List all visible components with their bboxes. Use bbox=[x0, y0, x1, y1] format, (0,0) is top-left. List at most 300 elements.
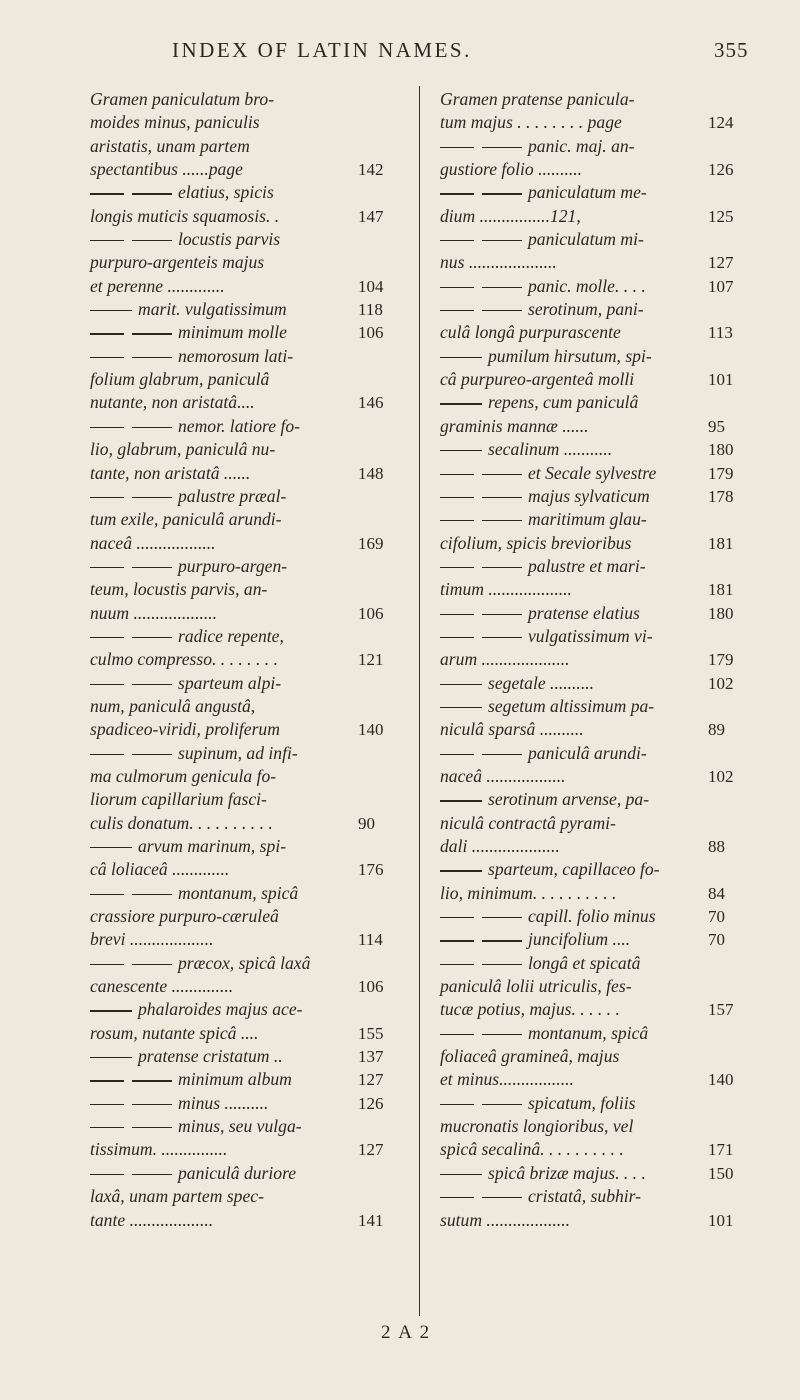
entry-page-number: 142 bbox=[358, 160, 384, 180]
entry-text: longis muticis squamosis. . bbox=[90, 205, 280, 226]
ditto-dash bbox=[440, 614, 474, 615]
index-entry bbox=[90, 368, 410, 391]
entry-page-number: 180 bbox=[708, 440, 734, 460]
index-entry bbox=[90, 1209, 410, 1232]
entry-page-number: 70 bbox=[708, 907, 725, 927]
ditto-dash bbox=[90, 1057, 132, 1058]
entry-page-number: 140 bbox=[358, 720, 384, 740]
entry-text: foliaceâ gramineâ, majus bbox=[440, 1046, 620, 1067]
entry-text: spicâ secalinâ. . . . . . . . . . bbox=[440, 1139, 624, 1160]
index-entry bbox=[90, 508, 410, 531]
ditto-dash bbox=[482, 1197, 522, 1198]
index-entry bbox=[90, 135, 410, 158]
ditto-dash bbox=[482, 567, 522, 568]
entry-text: purpuro-argen- bbox=[178, 555, 288, 576]
index-entry bbox=[90, 415, 410, 438]
index-entry bbox=[90, 1185, 410, 1208]
ditto-dash bbox=[440, 754, 474, 755]
ditto-dash bbox=[482, 964, 522, 965]
ditto-dash bbox=[482, 917, 522, 918]
ditto-dash bbox=[482, 614, 522, 615]
entry-text: lio, minimum. . . . . . . . . . bbox=[440, 882, 617, 903]
index-entry bbox=[90, 765, 410, 788]
entry-page-number: 104 bbox=[358, 276, 384, 296]
entry-text: gustiore folio .......... bbox=[440, 159, 583, 180]
index-entry bbox=[90, 928, 410, 951]
entry-text: spectantibus ......page bbox=[90, 159, 243, 180]
index-entry bbox=[90, 998, 410, 1021]
index-entry bbox=[90, 275, 410, 298]
index-entry bbox=[90, 321, 410, 344]
entry-page-number: 95 bbox=[708, 416, 725, 436]
ditto-dash bbox=[440, 870, 482, 871]
entry-text: elatius, spicis bbox=[178, 182, 274, 203]
entry-text: segetum altissimum pa- bbox=[488, 695, 655, 716]
ditto-dash bbox=[90, 964, 124, 965]
index-entry bbox=[440, 181, 758, 204]
ditto-dash bbox=[440, 193, 474, 194]
entry-text: rosum, nutante spicâ .... bbox=[90, 1022, 259, 1043]
ditto-dash bbox=[132, 684, 172, 685]
running-title: INDEX OF LATIN NAMES. bbox=[172, 38, 472, 62]
entry-text: palustre præal- bbox=[178, 485, 287, 506]
ditto-dash bbox=[440, 1197, 474, 1198]
ditto-dash bbox=[90, 310, 132, 311]
ditto-dash bbox=[90, 1127, 124, 1128]
entry-text: tucæ potius, majus. . . . . . bbox=[440, 999, 620, 1020]
ditto-dash bbox=[440, 403, 482, 404]
index-entry bbox=[440, 508, 758, 531]
ditto-dash bbox=[90, 497, 124, 498]
entry-text: tum exile, paniculâ arundi- bbox=[90, 509, 282, 530]
ditto-dash bbox=[132, 240, 172, 241]
index-entry bbox=[440, 835, 758, 858]
index-entry bbox=[440, 135, 758, 158]
index-entry bbox=[90, 625, 410, 648]
right-column bbox=[440, 88, 758, 1232]
index-entry bbox=[440, 275, 758, 298]
entry-page-number: 107 bbox=[708, 276, 734, 296]
index-entry bbox=[440, 648, 758, 671]
entry-text: vulgatissimum vi- bbox=[528, 625, 653, 646]
entry-text: brevi ................... bbox=[90, 929, 214, 950]
index-entry bbox=[90, 1115, 410, 1138]
entry-text: nemorosum lati- bbox=[178, 345, 294, 366]
index-entry bbox=[90, 251, 410, 274]
entry-page-number: 89 bbox=[708, 720, 725, 740]
index-entry bbox=[440, 905, 758, 928]
ditto-dash bbox=[90, 240, 124, 241]
index-entry bbox=[440, 485, 758, 508]
entry-page-number: 125 bbox=[708, 206, 734, 226]
entry-page-number: 181 bbox=[708, 533, 734, 553]
entry-text: nemor. latiore fo- bbox=[178, 415, 301, 436]
entry-text: tum majus . . . . . . . . page bbox=[440, 112, 622, 133]
entry-page-number: 84 bbox=[708, 883, 725, 903]
entry-text: moides minus, paniculis bbox=[90, 112, 260, 133]
ditto-dash bbox=[440, 637, 474, 638]
ditto-dash bbox=[440, 240, 474, 241]
index-entry bbox=[440, 228, 758, 251]
index-entry bbox=[440, 321, 758, 344]
index-entry bbox=[440, 1092, 758, 1115]
ditto-dash bbox=[440, 917, 474, 918]
ditto-dash bbox=[132, 1127, 172, 1128]
entry-text: et minus................. bbox=[440, 1069, 574, 1090]
index-entry bbox=[440, 975, 758, 998]
index-entry bbox=[90, 578, 410, 601]
entry-text: spadiceo-viridi, proliferum bbox=[90, 719, 280, 740]
ditto-dash bbox=[90, 1104, 124, 1105]
ditto-dash bbox=[482, 1104, 522, 1105]
entry-text: pratense elatius bbox=[528, 602, 640, 623]
entry-page-number: 88 bbox=[708, 837, 725, 856]
entry-text: et perenne ............. bbox=[90, 275, 225, 296]
ditto-dash bbox=[482, 287, 522, 288]
index-entry bbox=[90, 1068, 410, 1091]
ditto-dash bbox=[132, 964, 172, 965]
index-entry bbox=[90, 975, 410, 998]
index-entry bbox=[90, 602, 410, 625]
ditto-dash bbox=[132, 637, 172, 638]
entry-text: præcox, spicâ laxâ bbox=[178, 952, 311, 973]
index-entry bbox=[90, 952, 410, 975]
entry-text: serotinum arvense, pa- bbox=[488, 789, 650, 810]
entry-text: minimum molle bbox=[178, 322, 287, 343]
index-entry bbox=[90, 648, 410, 671]
page-header bbox=[0, 38, 800, 68]
entry-page-number: 127 bbox=[708, 253, 734, 273]
entry-text: dium ................121, bbox=[440, 205, 581, 226]
entry-page-number: 118 bbox=[358, 300, 383, 320]
index-entry bbox=[440, 1162, 758, 1185]
ditto-dash bbox=[482, 520, 522, 521]
index-entry bbox=[440, 952, 758, 975]
entry-text: niculâ contractâ pyrami- bbox=[440, 812, 616, 833]
index-entry bbox=[440, 1138, 758, 1161]
entry-page-number: 127 bbox=[358, 1070, 384, 1090]
index-entry bbox=[440, 415, 758, 438]
ditto-dash bbox=[90, 1010, 132, 1011]
index-entry bbox=[440, 1209, 758, 1232]
entry-page-number: 171 bbox=[708, 1140, 734, 1160]
entry-text: canescente .............. bbox=[90, 976, 234, 997]
entry-page-number: 70 bbox=[708, 930, 725, 950]
ditto-dash bbox=[132, 193, 172, 194]
entry-text: Gramen paniculatum bro- bbox=[90, 89, 275, 109]
entry-text: timum ................... bbox=[440, 579, 572, 600]
ditto-dash bbox=[482, 497, 522, 498]
index-entry bbox=[440, 695, 758, 718]
entry-page-number: 102 bbox=[708, 766, 734, 786]
index-entry bbox=[440, 438, 758, 461]
ditto-dash bbox=[90, 637, 124, 638]
entry-text: teum, locustis parvis, an- bbox=[90, 579, 268, 600]
entry-text: paniculâ arundi- bbox=[528, 742, 647, 763]
ditto-dash bbox=[440, 497, 474, 498]
index-entry bbox=[90, 158, 410, 181]
index-entry bbox=[90, 462, 410, 485]
index-entry bbox=[440, 391, 758, 414]
entry-text: capill. folio minus bbox=[528, 906, 656, 927]
page-number: 355 bbox=[714, 38, 749, 62]
entry-text: phalaroides majus ace- bbox=[138, 999, 303, 1020]
entry-page-number: 157 bbox=[708, 1000, 734, 1020]
entry-text: palustre et mari- bbox=[528, 555, 646, 576]
entry-text: segetale .......... bbox=[488, 672, 595, 693]
ditto-dash bbox=[440, 147, 474, 148]
entry-text: panic. maj. an- bbox=[528, 135, 635, 156]
entry-text: num, paniculâ angustâ, bbox=[90, 695, 256, 716]
entry-text: aristatis, unam partem bbox=[90, 135, 250, 156]
ditto-dash bbox=[90, 1174, 124, 1175]
entry-text: sparteum alpi- bbox=[178, 672, 282, 693]
entry-text: nus .................... bbox=[440, 252, 557, 273]
entry-text: et Secale sylvestre bbox=[528, 462, 657, 483]
column-divider bbox=[419, 86, 420, 1316]
entry-text: arum .................... bbox=[440, 649, 570, 670]
entry-text: lio, glabrum, paniculâ nu- bbox=[90, 439, 276, 460]
entry-page-number: 126 bbox=[708, 160, 734, 180]
entry-text: ma culmorum genicula fo- bbox=[90, 765, 277, 786]
entry-page-number: 169 bbox=[358, 533, 384, 553]
entry-page-number: 146 bbox=[358, 393, 384, 413]
entry-page-number: 102 bbox=[708, 673, 734, 693]
index-entry bbox=[440, 111, 758, 134]
ditto-dash bbox=[132, 333, 172, 334]
index-entry bbox=[90, 88, 410, 111]
ditto-dash bbox=[440, 800, 482, 801]
index-entry bbox=[90, 1138, 410, 1161]
entry-text: panic. molle. . . . bbox=[528, 275, 646, 296]
left-column bbox=[90, 88, 410, 1232]
ditto-dash bbox=[90, 333, 124, 334]
ditto-dash bbox=[90, 357, 124, 358]
ditto-dash bbox=[440, 287, 474, 288]
entry-text: nutante, non aristatâ.... bbox=[90, 392, 255, 413]
entry-page-number: 127 bbox=[358, 1140, 384, 1160]
ditto-dash bbox=[482, 240, 522, 241]
ditto-dash bbox=[440, 1174, 482, 1175]
entry-page-number: 101 bbox=[708, 1210, 734, 1230]
entry-page-number: 126 bbox=[358, 1093, 384, 1113]
index-entry bbox=[440, 532, 758, 555]
index-entry bbox=[90, 835, 410, 858]
entry-text: niculâ sparsâ .......... bbox=[440, 719, 584, 740]
index-entry bbox=[440, 602, 758, 625]
entry-text: liorum capillarium fasci- bbox=[90, 789, 267, 810]
index-entry bbox=[90, 345, 410, 368]
ditto-dash bbox=[132, 1174, 172, 1175]
ditto-dash bbox=[90, 1080, 124, 1081]
entry-page-number: 114 bbox=[358, 930, 383, 950]
index-entry bbox=[90, 905, 410, 928]
ditto-dash bbox=[132, 427, 172, 428]
entry-text: spicâ brizæ majus. . . . bbox=[488, 1162, 646, 1183]
entry-text: majus sylvaticum bbox=[528, 485, 650, 506]
entry-text: minus, seu vulga- bbox=[178, 1116, 302, 1137]
ditto-dash bbox=[90, 567, 124, 568]
ditto-dash bbox=[90, 894, 124, 895]
index-entry bbox=[90, 111, 410, 134]
entry-text: spicatum, foliis bbox=[528, 1092, 636, 1113]
entry-text: câ purpureo-argenteâ molli bbox=[440, 369, 635, 390]
index-entry bbox=[90, 228, 410, 251]
entry-page-number: 155 bbox=[358, 1023, 384, 1043]
ditto-dash bbox=[440, 1104, 474, 1105]
entry-text: naceâ .................. bbox=[90, 532, 216, 553]
entry-page-number: 148 bbox=[358, 463, 384, 483]
ditto-dash bbox=[90, 684, 124, 685]
entry-text: Gramen pratense panicula- bbox=[440, 89, 635, 109]
ditto-dash bbox=[482, 310, 522, 311]
entry-page-number: 141 bbox=[358, 1210, 384, 1230]
index-entry bbox=[90, 1162, 410, 1185]
entry-text: dali .................... bbox=[440, 836, 560, 856]
entry-page-number: 179 bbox=[708, 650, 734, 670]
index-entry bbox=[440, 251, 758, 274]
entry-text: tante, non aristatâ ...... bbox=[90, 462, 251, 483]
ditto-dash bbox=[132, 754, 172, 755]
index-entry bbox=[440, 368, 758, 391]
entry-page-number: 140 bbox=[708, 1070, 734, 1090]
entry-page-number: 178 bbox=[708, 486, 734, 506]
index-entry bbox=[90, 1092, 410, 1115]
entry-text: culmo compresso. . . . . . . . bbox=[90, 649, 278, 670]
index-entry bbox=[90, 672, 410, 695]
entry-text: montanum, spicâ bbox=[528, 1022, 649, 1043]
entry-page-number: 176 bbox=[358, 860, 384, 880]
entry-text: câ loliaceâ ............. bbox=[90, 859, 230, 880]
ditto-dash bbox=[132, 357, 172, 358]
entry-page-number: 180 bbox=[708, 603, 734, 623]
ditto-dash bbox=[440, 940, 474, 941]
entry-page-number: 147 bbox=[358, 206, 384, 226]
ditto-dash bbox=[440, 1034, 474, 1035]
ditto-dash bbox=[482, 637, 522, 638]
entry-page-number: 106 bbox=[358, 977, 384, 997]
index-entry bbox=[440, 462, 758, 485]
ditto-dash bbox=[90, 847, 132, 848]
entry-text: laxâ, unam partem spec- bbox=[90, 1186, 264, 1207]
ditto-dash bbox=[440, 964, 474, 965]
ditto-dash bbox=[440, 520, 474, 521]
ditto-dash bbox=[482, 147, 522, 148]
index-entry bbox=[440, 1115, 758, 1138]
entry-text: nuum ................... bbox=[90, 602, 218, 623]
entry-text: paniculatum me- bbox=[528, 182, 647, 203]
index-entry bbox=[90, 391, 410, 414]
index-entry bbox=[90, 532, 410, 555]
index-entry bbox=[440, 1068, 758, 1091]
index-entry bbox=[440, 298, 758, 321]
entry-page-number: 181 bbox=[708, 580, 734, 600]
entry-page-number: 121 bbox=[358, 650, 384, 670]
ditto-dash bbox=[132, 894, 172, 895]
index-entry bbox=[440, 205, 758, 228]
entry-text: repens, cum paniculâ bbox=[488, 392, 639, 413]
ditto-dash bbox=[440, 474, 474, 475]
entry-text: radice repente, bbox=[178, 625, 284, 646]
entry-page-number: 106 bbox=[358, 323, 384, 343]
ditto-dash bbox=[132, 567, 172, 568]
ditto-dash bbox=[132, 1080, 172, 1081]
entry-text: arvum marinum, spi- bbox=[138, 836, 287, 856]
index-entry bbox=[440, 672, 758, 695]
entry-text: naceâ .................. bbox=[440, 765, 566, 786]
ditto-dash bbox=[440, 567, 474, 568]
entry-text: graminis mannæ ...... bbox=[440, 415, 589, 436]
index-entry bbox=[440, 578, 758, 601]
index-entry bbox=[90, 181, 410, 204]
index-entry bbox=[440, 928, 758, 951]
entry-page-number: 179 bbox=[708, 463, 734, 483]
entry-page-number: 137 bbox=[358, 1047, 384, 1067]
ditto-dash bbox=[482, 940, 522, 941]
ditto-dash bbox=[90, 193, 124, 194]
index-entry bbox=[440, 882, 758, 905]
entry-text: montanum, spicâ bbox=[178, 882, 299, 903]
index-entry bbox=[90, 1045, 410, 1068]
ditto-dash bbox=[132, 497, 172, 498]
index-entry bbox=[90, 718, 410, 741]
entry-text: crassiore purpuro-cæruleâ bbox=[90, 906, 279, 927]
index-entry bbox=[440, 718, 758, 741]
ditto-dash bbox=[440, 684, 482, 685]
index-entry bbox=[440, 812, 758, 835]
entry-text: minus .......... bbox=[178, 1092, 269, 1113]
index-entry bbox=[440, 858, 758, 881]
ditto-dash bbox=[482, 754, 522, 755]
index-entry bbox=[440, 555, 758, 578]
index-entry bbox=[440, 788, 758, 811]
ditto-dash bbox=[90, 754, 124, 755]
index-entry bbox=[440, 158, 758, 181]
index-entry bbox=[90, 438, 410, 461]
entry-text: serotinum, pani- bbox=[528, 299, 644, 320]
entry-text: tante ................... bbox=[90, 1209, 214, 1230]
index-entry bbox=[90, 555, 410, 578]
index-entry bbox=[90, 485, 410, 508]
entry-page-number: 106 bbox=[358, 603, 384, 623]
index-entry bbox=[90, 1022, 410, 1045]
entry-text: paniculâ lolii utriculis, fes- bbox=[440, 976, 632, 997]
entry-text: paniculatum mi- bbox=[528, 229, 644, 250]
entry-text: locustis parvis bbox=[178, 229, 281, 250]
ditto-dash bbox=[440, 310, 474, 311]
entry-text: purpuro-argenteis majus bbox=[90, 252, 265, 273]
index-entry bbox=[440, 765, 758, 788]
entry-text: folium glabrum, paniculâ bbox=[90, 369, 270, 390]
entry-page-number: 101 bbox=[708, 370, 734, 390]
index-entry bbox=[440, 88, 758, 111]
ditto-dash bbox=[440, 450, 482, 451]
index-entry bbox=[440, 1045, 758, 1068]
entry-text: culis donatum. . . . . . . . . . bbox=[90, 812, 273, 833]
entry-page-number: 124 bbox=[708, 113, 734, 133]
entry-text: pratense cristatum .. bbox=[138, 1046, 283, 1067]
entry-text: maritimum glau- bbox=[528, 509, 647, 530]
index-entry bbox=[440, 742, 758, 765]
ditto-dash bbox=[440, 707, 482, 708]
entry-text: cristatâ, subhir- bbox=[528, 1186, 642, 1207]
entry-page-number: 150 bbox=[708, 1163, 734, 1183]
entry-text: sutum ................... bbox=[440, 1209, 571, 1230]
index-entry bbox=[90, 695, 410, 718]
index-entry bbox=[90, 788, 410, 811]
entry-text: culâ longâ purpurascente bbox=[440, 322, 621, 343]
ditto-dash bbox=[132, 1104, 172, 1105]
